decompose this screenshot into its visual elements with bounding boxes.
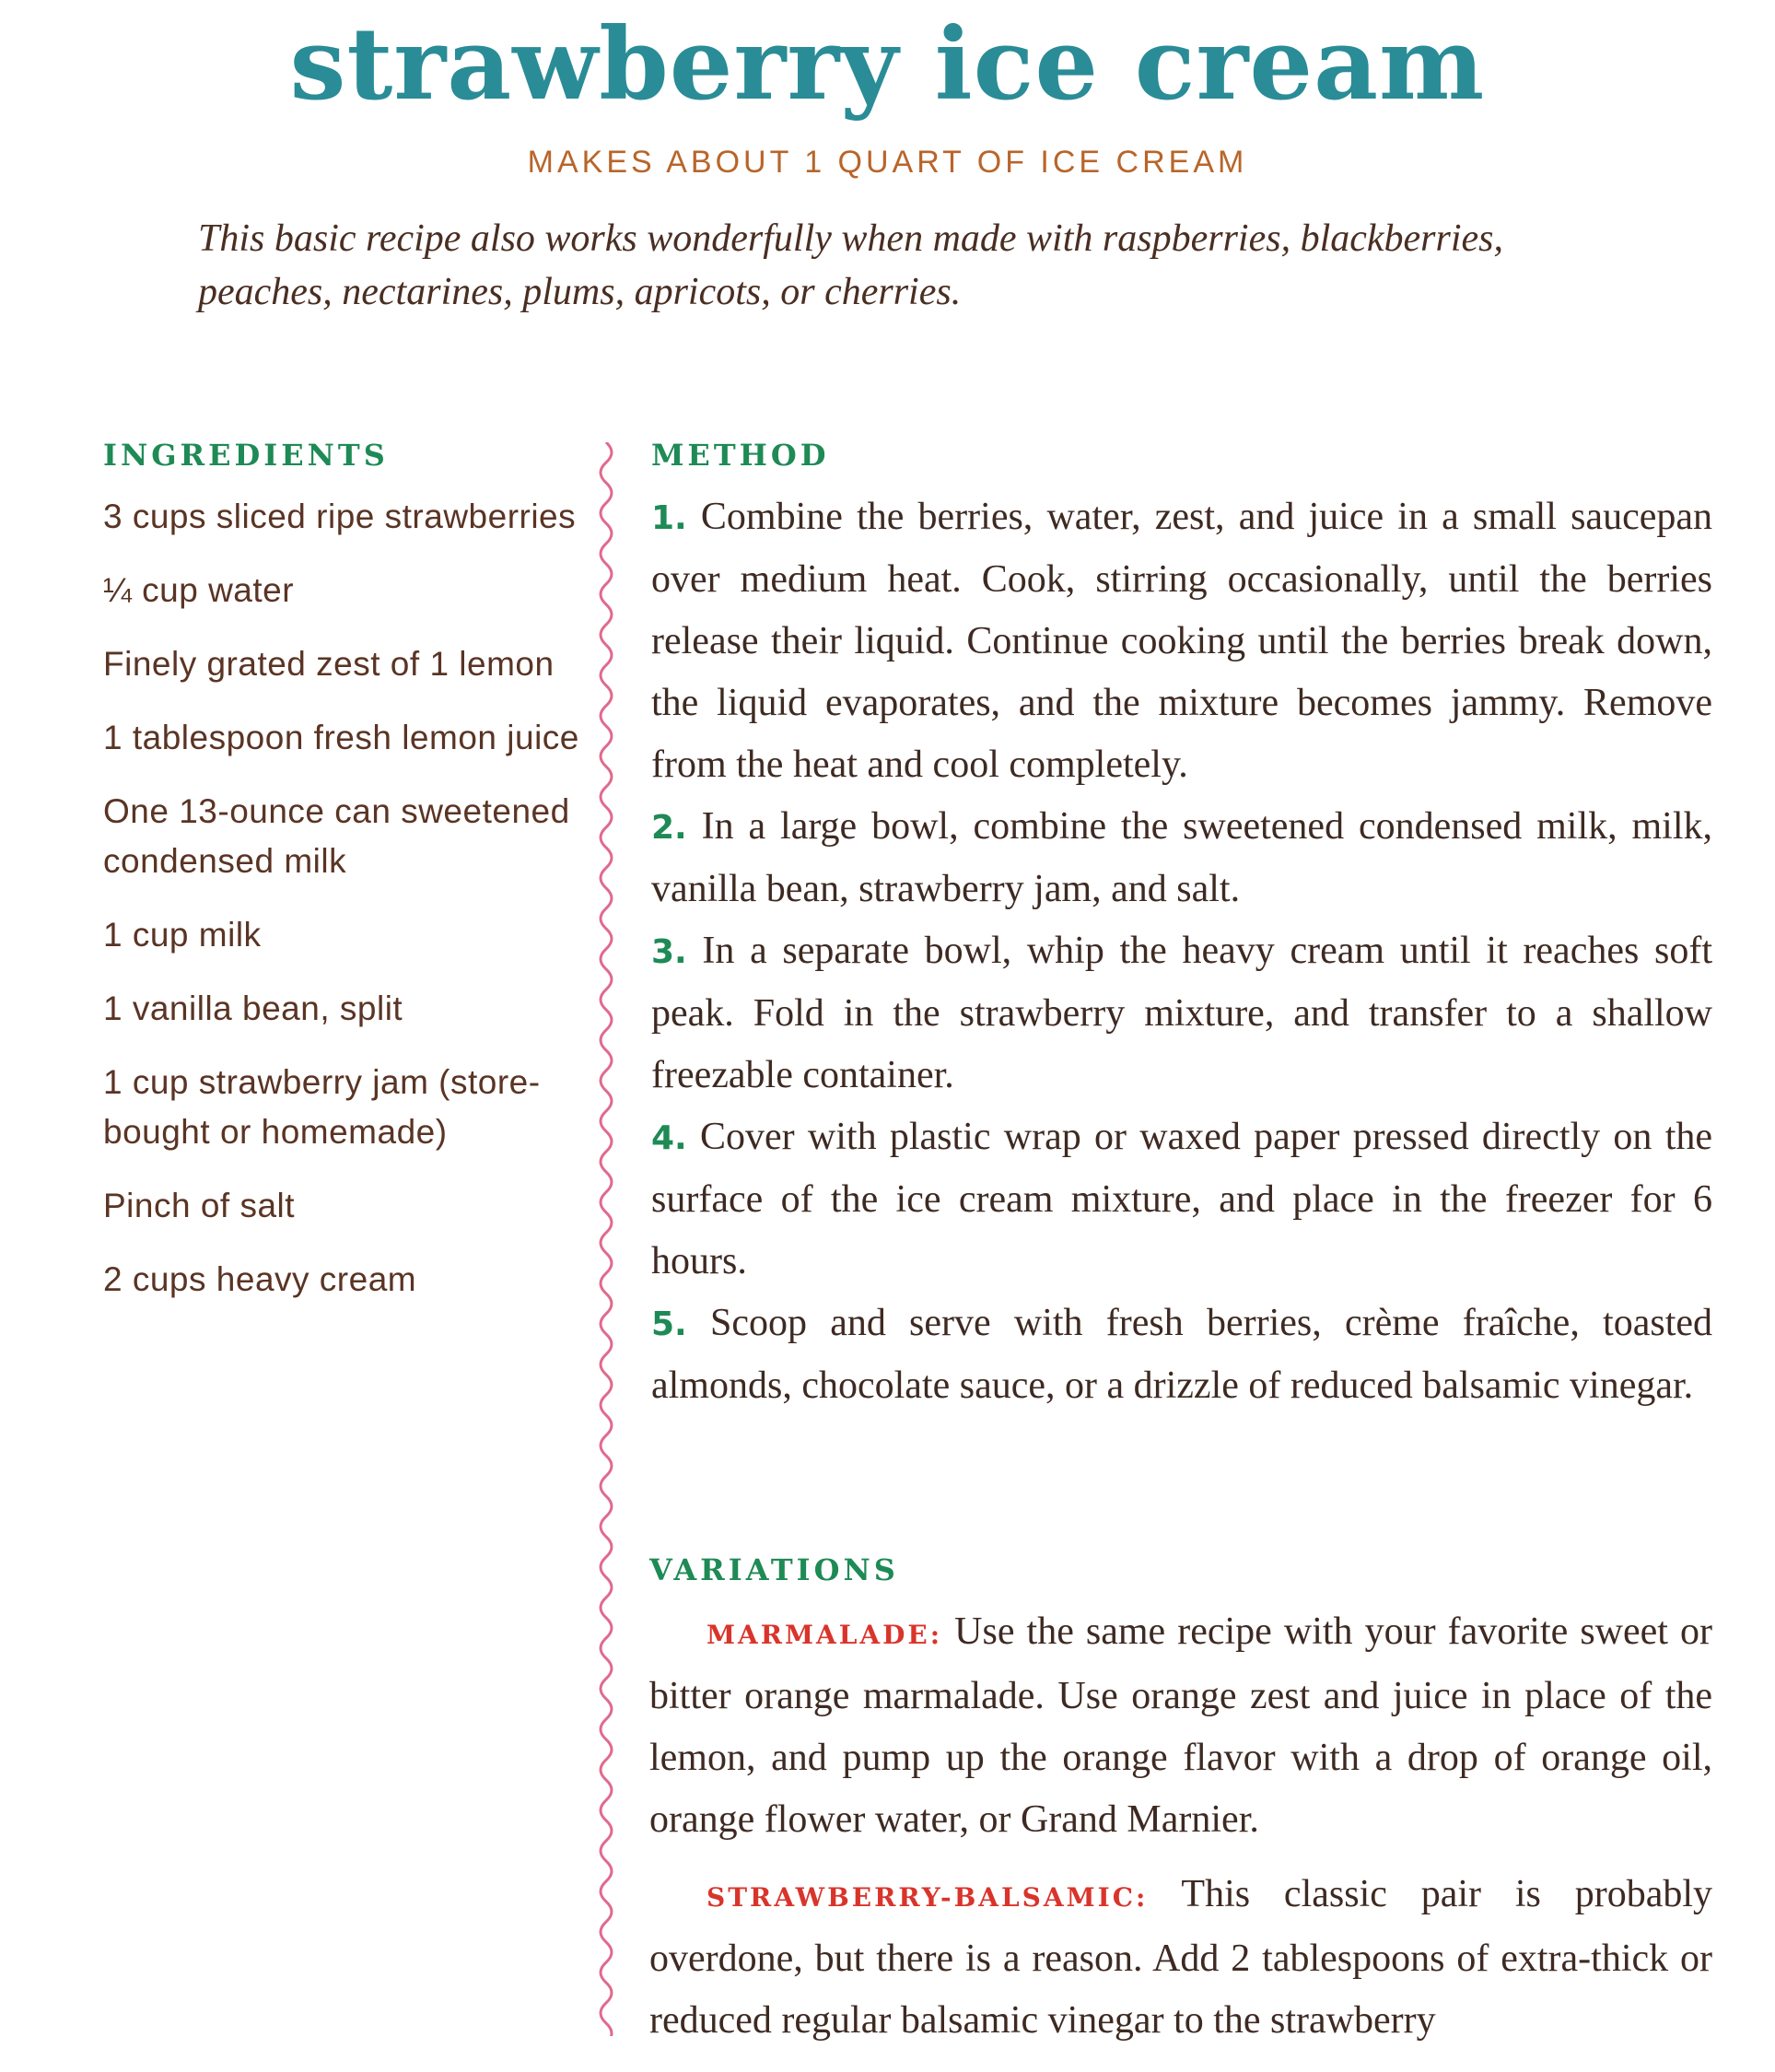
step-number: 5. xyxy=(651,1305,687,1343)
step-number: 4. xyxy=(651,1119,687,1157)
ingredient-item: 1 tablespoon fresh lemon juice xyxy=(103,719,579,756)
variation-item xyxy=(649,1864,1712,2052)
ingredient-item: 1 cup milk xyxy=(103,916,262,954)
ingredients-heading: INGREDIENTS xyxy=(103,438,389,473)
step-text: Scoop and serve with fresh berries, crème fraîche, toasted almonds, chocolate sauce, or a drizzle of reduced balsamic vinegar. xyxy=(651,1302,1713,1407)
wavy-column-divider xyxy=(590,442,623,2036)
variation-text: This classic pair is probably overdone, but there is a reason. Add 2 tablespoons of extra-thick or reduced regular balsamic vinegar to the strawberry xyxy=(649,1873,1713,2042)
step-number: 3. xyxy=(651,933,687,971)
method-section xyxy=(651,437,1712,1417)
step-text: Cover with plastic wrap or waxed paper pressed directly on the surface of the ice cream mixture, and place in the freezer for 6 hours. xyxy=(651,1116,1713,1282)
step-number: 2. xyxy=(651,809,687,847)
method-step xyxy=(651,796,1712,920)
ingredient-item: 2 cups heavy cream xyxy=(103,1260,417,1298)
variation-name: MARMALADE: xyxy=(706,1620,943,1650)
wavy-divider-line xyxy=(601,442,612,2036)
ingredient-item: Finely grated zest of 1 lemon xyxy=(103,645,555,683)
method-step xyxy=(651,1106,1712,1293)
step-number: 1. xyxy=(651,499,687,537)
variation-item xyxy=(649,1601,1712,1851)
method-step xyxy=(651,486,1712,796)
variations-heading: VARIATIONS xyxy=(649,1552,899,1587)
variation-text: Use the same recipe with your favorite sweet or bitter orange marmalade. Use orange zest and juice in place of the lemon, and pump up the orange flavor with a drop of orange oil, orange flower water, or Grand Marnier. xyxy=(649,1610,1712,1841)
ingredient-item: 3 cups sliced ripe strawberries xyxy=(103,498,577,535)
step-text: In a separate bowl, whip the heavy cream until it reaches soft peak. Fold in the strawberry mixture, and transfer to a shallow freezable container. xyxy=(651,930,1712,1096)
method-step xyxy=(651,920,1712,1106)
ingredients-list xyxy=(103,492,582,1305)
ingredients-section xyxy=(103,437,582,1329)
variations-section xyxy=(649,1551,1712,2052)
variation-name: STRAWBERRY-BALSAMIC: xyxy=(706,1882,1149,1913)
recipe-title: strawberry ice cream xyxy=(289,6,1486,123)
method-steps xyxy=(651,486,1712,1417)
recipe-yield: MAKES ABOUT 1 QUART OF ICE CREAM xyxy=(527,145,1248,180)
ingredient-item: 1 cup strawberry jam (store-bought or homemade) xyxy=(103,1063,541,1151)
ingredient-item: One 13-ounce can sweetened condensed milk xyxy=(103,792,570,880)
method-step xyxy=(651,1293,1712,1417)
ingredient-item: Pinch of salt xyxy=(103,1187,296,1224)
ingredient-item: 1 vanilla bean, split xyxy=(103,989,403,1027)
ingredient-item: ¼ cup water xyxy=(103,571,295,609)
step-text: Combine the berries, water, zest, and juice in a small saucepan over medium heat. Cook, stirring occasionally, until the berries release their liquid. Continue cooking until the berries break down, the liquid evaporates, and the mixture becomes jammy. Remove from the heat and cool completely. xyxy=(651,496,1713,786)
recipe-intro: This basic recipe also works wonderfully when made with raspberries, blackberries, peaches, nectarines, plums, apricots, or cherries. xyxy=(198,217,1504,313)
method-heading: METHOD xyxy=(651,438,830,473)
step-text: In a large bowl, combine the sweetened condensed milk, milk, vanilla bean, strawberry jam, and salt. xyxy=(651,805,1713,910)
